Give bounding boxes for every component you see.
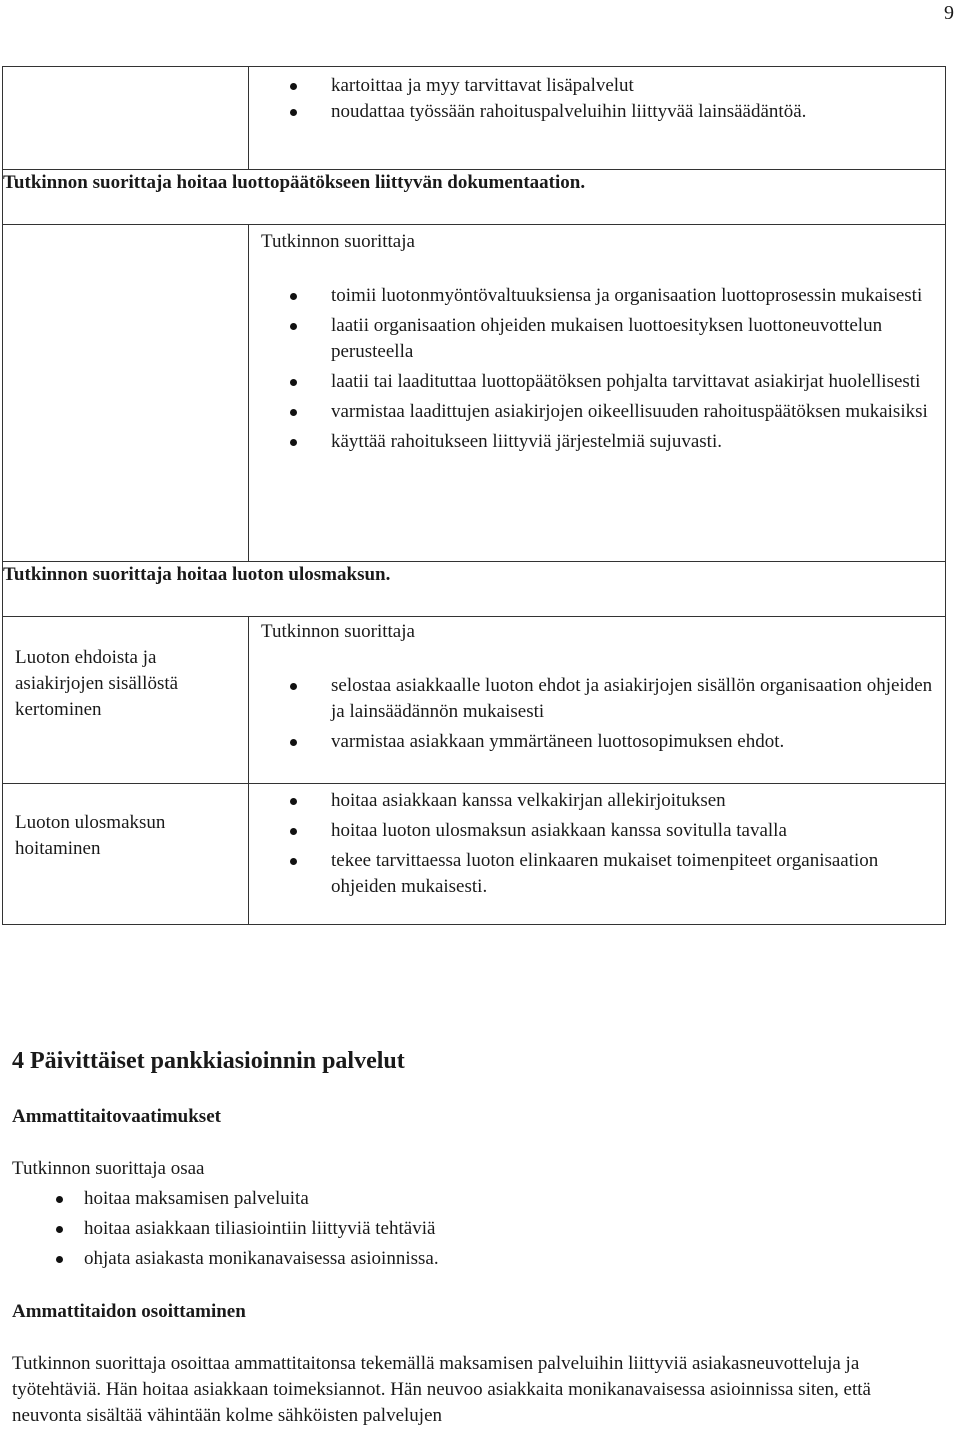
table-row [3,784,946,925]
row-label: Luoton ulosmaksun hoitaminen [15,812,166,859]
terms-bullet-list [249,673,945,755]
demonstration-paragraph: Tutkinnon suorittaja osoittaa ammattitaitonsa tekemällä maksamisen palveluihin liittyviä asiakasneuvotteluja ja työtehtäviä. Hän hoitaa asiakkaan toimeksiannot. Hän neuvoo asiakkaita monikanavaisessa asioinnissa siten, että neuvonta sisältää vähintään kolme sähköisten palvelujen [12,1353,871,1426]
requirements-heading: Ammattitaitovaatimukset [12,1106,221,1127]
list-item: toimii luotonmyöntövaltuuksiensa ja organisaation luottoprosessin mukaisesti [249,283,945,309]
list-item: selostaa asiakkaalle luoton ehdot ja asiakirjojen sisällön organisaation ohjeiden ja lainsäädännön mukaisesti [249,673,945,725]
chapter-heading: 4 Päivittäiset pankkiasioinnin palvelut [12,1048,405,1074]
list-item: varmistaa asiakkaan ymmärtäneen luottosopimuksen ehdot. [249,729,945,755]
list-item: ohjata asiakasta monikanavaisessa asioinnissa. [12,1246,890,1272]
table-row [3,67,946,170]
lead-text: Tutkinnon suorittaja [261,621,415,642]
page-number: 9 [944,2,954,24]
qualification-table [2,66,946,925]
list-item: hoitaa maksamisen palveluita [12,1186,890,1212]
row-label: Luoton ehdoista ja asiakirjojen sisällöstä kertominen [15,647,179,720]
list-item: tekee tarvittaessa luoton elinkaaren mukaiset toimenpiteet organisaation ohjeiden mukaisesti. [249,848,945,900]
lead-text: Tutkinnon suorittaja [261,231,415,252]
top-bullet-list [249,73,945,125]
documentation-bullet-list [249,283,945,455]
table-row [3,225,946,562]
lead-text: Tutkinnon suorittaja osaa [12,1158,205,1179]
demonstration-section [12,1299,890,1429]
list-item: käyttää rahoitukseen liittyviä järjestelmiä sujuvasti. [249,429,945,455]
section-title-documentation: Tutkinnon suorittaja hoitaa luottopäätökseen liittyvän dokumentaation. [3,170,946,225]
table-row [3,562,946,617]
list-item: laatii organisaation ohjeiden mukaisen luottoesityksen luottoneuvottelun perusteella [249,313,945,365]
section-title-disbursement: Tutkinnon suorittaja hoitaa luoton ulosmaksun. [3,562,946,617]
list-item: hoitaa asiakkaan tiliasiointiin liittyviä tehtäviä [12,1216,890,1242]
table-row [3,170,946,225]
list-item: noudattaa työssään rahoituspalveluihin liittyvää lainsäädäntöä. [249,99,945,125]
list-item: varmistaa laadittujen asiakirjojen oikeellisuuden rahoituspäätöksen mukaisiksi [249,399,945,425]
list-item: kartoittaa ja myy tarvittavat lisäpalvelut [249,73,945,99]
table-row [3,617,946,784]
requirements-bullet-list [12,1186,890,1272]
requirements-section [12,1104,890,1272]
disbursement-bullet-list [249,788,945,900]
list-item: laatii tai laadituttaa luottopäätöksen pohjalta tarvittavat asiakirjat huolellisesti [249,369,945,395]
demonstration-heading: Ammattitaidon osoittaminen [12,1301,246,1322]
list-item: hoitaa luoton ulosmaksun asiakkaan kanssa sovitulla tavalla [249,818,945,844]
list-item: hoitaa asiakkaan kanssa velkakirjan allekirjoituksen [249,788,945,814]
